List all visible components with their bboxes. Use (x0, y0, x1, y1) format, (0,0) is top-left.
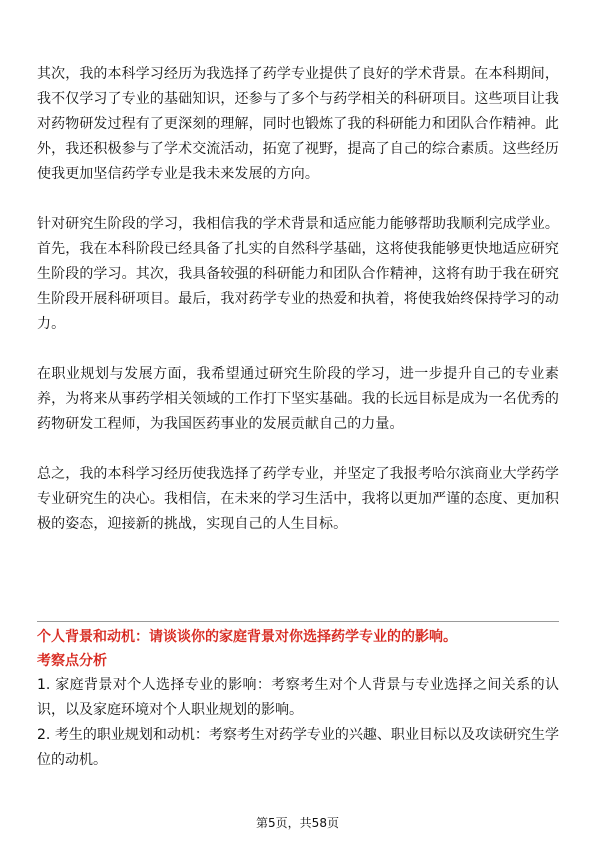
paragraph-3: 在职业规划与发展方面，我希望通过研究生阶段的学习，进一步提升自己的专业素养，为将来从事药学相关领域的工作打下坚实基础。我的长远目标是成为一名优秀的药物研发工程师，为我国医药事业的发展贡献自己的力量。 (37, 366, 559, 432)
analysis-heading: 考察点分析 (37, 653, 107, 669)
paragraph-gap (37, 337, 559, 362)
paragraph-2: 针对研究生阶段的学习，我相信我的学术背景和适应能力能够帮助我顺利完成学业。首先，我在本科阶段已经具备了扎实的自然科学基础，这将使我能够更快地适应研究生阶段的学习。其次，我具备较强的科研能力和团队合作精神，这将有助于我在研究生阶段开展科研项目。最后，我对药学专业的热爱和执着，将使我始终保持学习的动力。 (37, 216, 559, 332)
analysis-point-2: 2. 考生的职业规划和动机：考察考生对药学专业的兴趣、职业目标以及攻读研究生学位的动机。 (37, 727, 559, 768)
question-section (37, 625, 559, 773)
body-text (37, 62, 559, 537)
section-divider (37, 621, 559, 622)
paragraph-4: 总之，我的本科学习经历使我选择了药学专业，并坚定了我报考哈尔滨商业大学药学专业研究生的决心。我相信，在未来的学习生活中，我将以更加严谨的态度、更加积极的姿态，迎接新的挑战，实现自己的人生目标。 (37, 466, 559, 532)
question-title: 个人背景和动机：请谈谈你的家庭背景对你选择药学专业的的影响。 (37, 629, 457, 645)
analysis-point-1: 1. 家庭背景对个人选择专业的影响：考察考生对个人背景与专业选择之间关系的认识，以及家庭环境对个人职业规划的影响。 (37, 677, 559, 718)
paragraph-gap (37, 187, 559, 212)
paragraph-gap (37, 437, 559, 462)
paragraph-1: 其次，我的本科学习经历为我选择了药学专业提供了良好的学术背景。在本科期间，我不仅学习了专业的基础知识，还参与了多个与药学相关的科研项目。这些项目让我对药物研发过程有了更深刻的理解，同时也锻炼了我的科研能力和团队合作精神。此外，我还积极参与了学术交流活动，拓宽了视野，提高了自己的综合素质。这些经历使我更加坚信药学专业是我未来发展的方向。 (37, 66, 559, 182)
page-number: 第5页，共58页 (256, 816, 339, 830)
